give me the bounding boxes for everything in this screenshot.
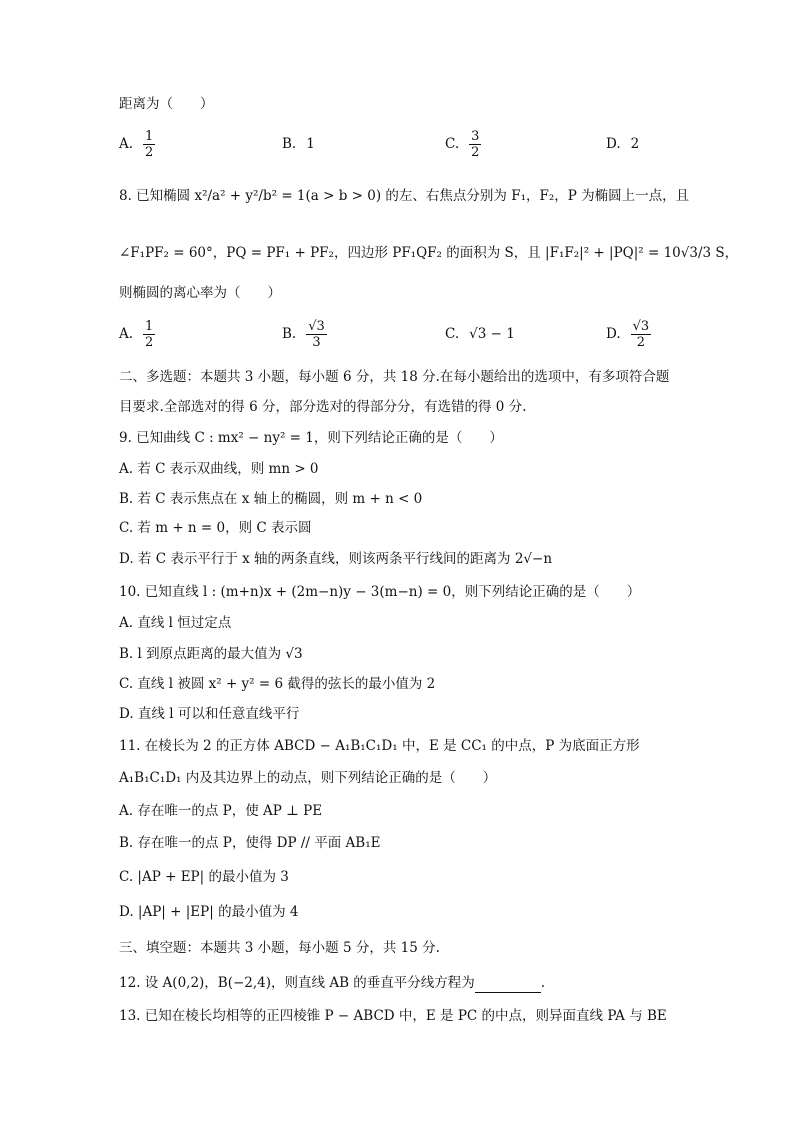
q10-stem: 10. 已知直线 l : (m+n)x + (2m−n)y − 3(m−n) = 0，则下列结论正确的是（ ） (119, 584, 641, 600)
q8-options (119, 314, 679, 354)
q10-option-c: C. 直线 l 被圆 x² + y² = 6 截得的弦长的最小值为 2 (119, 676, 436, 692)
q9-option-a: A. 若 C 表示双曲线，则 mn > 0 (119, 461, 319, 477)
q11-option-a: A. 存在唯一的点 P，使 AP ⊥ PE (119, 803, 323, 819)
q8-option-c: C. √3 − 1 (445, 326, 515, 342)
section2-heading-line1: 二、多选题：本题共 3 小题，每小题 6 分，共 18 分.在每小题给出的选项中，有多项符合题 (119, 369, 670, 385)
fraction: $\frac{√3}{2}$ (632, 318, 650, 350)
fraction: $\frac{1}{2}$ (145, 128, 154, 160)
fraction: $\frac{√3}{3}$ (308, 318, 325, 350)
q7-option-c: C. $\frac{3}{2}$ (445, 128, 480, 160)
q7-option-b: B. 1 (282, 136, 315, 152)
q8-option-d: D. $\frac{√3}{2}$ (606, 318, 650, 350)
q7-tail: 距离为（ ） (119, 96, 214, 112)
q7-options (119, 124, 679, 164)
q11-option-d: D. |AP| + |EP| 的最小值为 4 (119, 904, 299, 920)
q8-line3: 则椭圆的离心率为（ ） (119, 285, 281, 301)
q9-option-d: D. 若 C 表示平行于 x 轴的两条直线，则该两条平行线间的距离为 2√−n (119, 551, 553, 567)
q11-option-b: B. 存在唯一的点 P，使得 DP // 平面 AB₁E (119, 835, 381, 851)
q11-option-c: C. |AP + EP| 的最小值为 3 (119, 869, 289, 885)
q9-option-c: C. 若 m + n = 0，则 C 表示圆 (119, 520, 312, 536)
q11-line1: 11. 在棱长为 2 的正方体 ABCD − A₁B₁C₁D₁ 中，E 是 CC₁ 的中点，P 为底面正方形 (119, 738, 640, 754)
q7-option-d: D. 2 (606, 136, 640, 152)
q13: 13. 已知在棱长均相等的正四棱锥 P − ABCD 中，E 是 PC 的中点，则异面直线 PA 与 BE (119, 1008, 667, 1024)
section3-heading: 三、填空题：本题共 3 小题，每小题 5 分，共 15 分. (119, 940, 440, 956)
q8-option-a: A. $\frac{1}{2}$ (119, 318, 154, 350)
q8-option-b: B. $\frac{√3}{3}$ (282, 318, 325, 350)
q9-stem: 9. 已知曲线 C : mx² − ny² = 1，则下列结论正确的是（ ） (119, 430, 503, 446)
q12: 12. 设 A(0,2)，B(−2,4)，则直线 AB 的垂直平分线方程为 . (119, 975, 546, 991)
answer-blank (475, 978, 541, 993)
fraction: $\frac{1}{2}$ (145, 318, 154, 350)
q11-line2: A₁B₁C₁D₁ 内及其边界上的动点，则下列结论正确的是（ ） (119, 770, 497, 786)
q10-option-b: B. l 到原点距离的最大值为 √3 (119, 646, 303, 662)
section2-heading-line2: 目要求.全部选对的得 6 分，部分选对的得部分分，有选错的得 0 分. (119, 399, 527, 415)
fraction: $\frac{3}{2}$ (471, 128, 480, 160)
q7-option-a: A. $\frac{1}{2}$ (119, 128, 154, 160)
q9-option-b: B. 若 C 表示焦点在 x 轴上的椭圆，则 m + n < 0 (119, 491, 423, 507)
q10-option-a: A. 直线 l 恒过定点 (119, 615, 232, 631)
q10-option-d: D. 直线 l 可以和任意直线平行 (119, 706, 300, 722)
q8-line2: ∠F₁PF₂ = 60°，PQ = PF₁ + PF₂，四边形 PF₁QF₂ 的面积为 S，且 |F₁F₂|² + |PQ|² = 10√3/3 S， (119, 245, 739, 261)
q8-line1: 8. 已知椭圆 x²/a² + y²/b² = 1(a > b > 0) 的左、右焦点分别为 F₁，F₂，P 为椭圆上一点，且 (119, 188, 690, 204)
